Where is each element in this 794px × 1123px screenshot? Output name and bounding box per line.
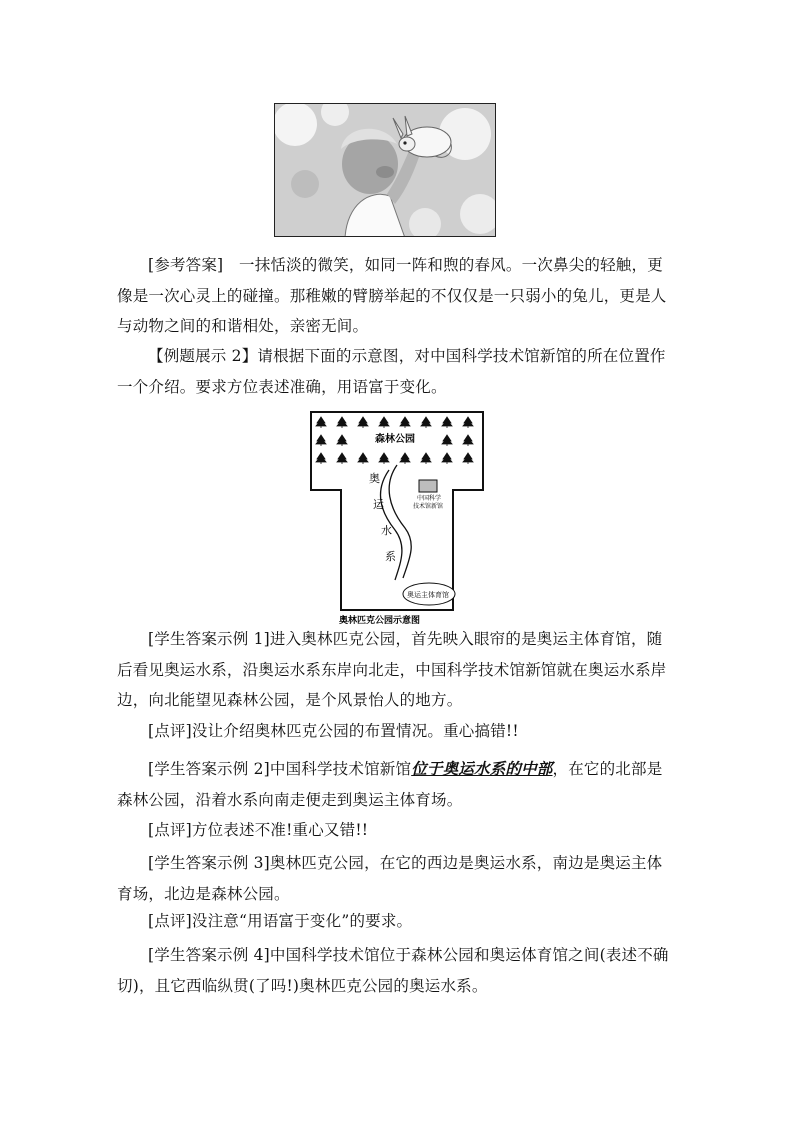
student-answer-4: [学生答案示例 4]中国科学技术馆位于森林公园和奥运体育馆之间(表述不确切)，且它西临纵贯(了吗!)奥林匹克公园的奥运水系。 — [117, 946, 669, 995]
olympic-park-map — [309, 410, 485, 626]
tree-icon — [358, 453, 368, 464]
water-char-1: 奥 — [369, 472, 380, 485]
tree-icon — [316, 417, 326, 428]
student-answer-2-end: ，在它的北部是森林公园，沿着水系向南走便走到奥运主体育场。 — [117, 760, 663, 809]
tree-icon — [379, 453, 389, 464]
tree-icon — [337, 417, 347, 428]
map-caption: 奥林匹克公园示意图 — [339, 616, 421, 626]
student-answer-2-start: [学生答案示例 2]中国科学技术馆新馆 — [148, 760, 412, 778]
olympic-park-map-drawing — [309, 410, 485, 626]
student-answer-3: [学生答案示例 3]奥林匹克公园，在它的西边是奥运水系，南边是奥运主体育场，北边是森林公园。 — [117, 854, 663, 903]
tree-icon — [316, 453, 326, 464]
photo-illustration — [275, 104, 496, 237]
tree-icon — [316, 435, 326, 446]
reference-answer-paragraph: [参考答案] 一抹恬淡的微笑，如同一阵和煦的春风。一次鼻尖的轻触，更像是一次心灵上的碰撞。那稚嫩的臂膀举起的不仅仅是一只弱小的兔儿，更是人与动物之间的和谐相处，亲密无间。 — [117, 256, 667, 335]
example-2-prompt: 【例题展示 2】请根据下面的示意图，对中国科学技术馆新馆的所在位置作一个介绍。要求方位表述准确，用语富于变化。 — [117, 347, 666, 396]
tree-icon — [337, 453, 347, 464]
tree-icon — [421, 453, 431, 464]
tree-icon — [442, 417, 452, 428]
comment-2: [点评]方位表述不准!重心又错!! — [148, 821, 369, 839]
museum-label-line-1: 中国科学 — [417, 495, 442, 502]
forest-park-label: 森林公园 — [375, 434, 415, 445]
tree-icon — [442, 453, 452, 464]
tree-icon — [400, 453, 410, 464]
water-char-4: 系 — [385, 550, 396, 563]
child-with-rabbit-photo — [274, 103, 496, 237]
tree-icon — [400, 417, 410, 428]
student-answer-1: [学生答案示例 1]进入奥林匹克公园，首先映入眼帘的是奥运主体育馆，随后看见奥运水系，沿奥运水系东岸向北走，中国科学技术馆新馆就在奥运水系岸边，向北能望见森林公园，是个风景怡人的地方。 — [117, 630, 667, 709]
comment-3: [点评]没注意“用语富于变化”的要求。 — [148, 912, 413, 930]
water-char-2: 运 — [373, 498, 384, 511]
tree-icon — [463, 417, 473, 428]
comment-1: [点评]没让介绍奥林匹克公园的布置情况。重心搞错!! — [148, 722, 519, 740]
tree-icon — [358, 417, 368, 428]
water-char-3: 水 — [381, 524, 392, 537]
stadium-label: 奥运主体育馆 — [407, 591, 449, 599]
tree-icon — [463, 435, 473, 446]
museum-label-line-2: 技术馆新馆 — [413, 503, 444, 510]
tree-icon — [421, 417, 431, 428]
tree-icon — [337, 435, 347, 446]
tree-icon — [379, 417, 389, 428]
tree-icon — [463, 453, 473, 464]
tree-icon — [442, 435, 452, 446]
student-answer-2 — [117, 754, 677, 815]
student-answer-2-emphasis: 位于奥运水系的中部 — [411, 759, 553, 778]
